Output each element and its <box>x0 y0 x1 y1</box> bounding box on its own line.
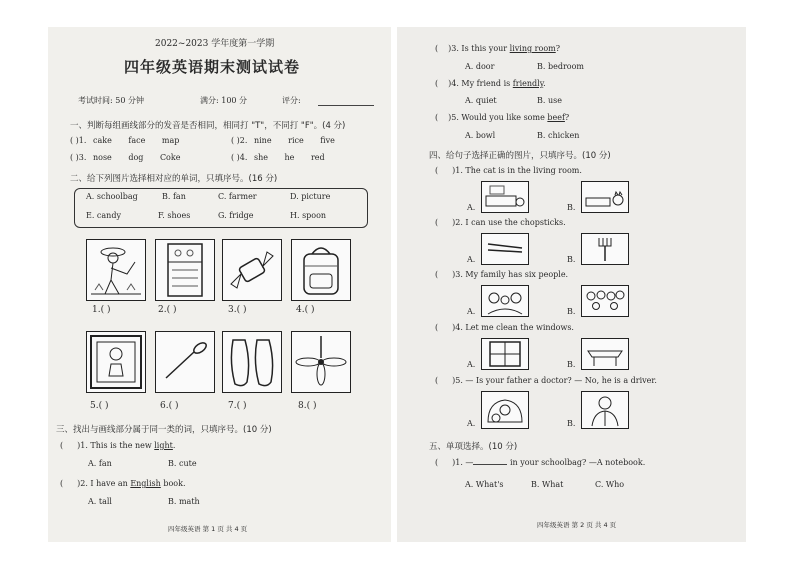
fan-picture <box>291 331 351 393</box>
family-small-picture <box>481 285 529 317</box>
option-e: E. candy <box>86 211 121 220</box>
s3-q1-b: B. cute <box>168 459 197 468</box>
exam-page-left <box>48 27 391 542</box>
farmer-picture <box>86 239 146 301</box>
page-footer-left: 四年级英语 第 1 页 共 4 页 <box>168 525 248 533</box>
exam-score: 满分: 100 分 <box>200 96 248 105</box>
s3-q5-b: B. chicken <box>537 131 580 140</box>
family-large-picture <box>581 285 629 317</box>
option-a: A. schoolbag <box>86 192 138 201</box>
s4-q4-a-label: A. <box>467 360 476 369</box>
option-b: B. fan <box>162 192 186 201</box>
shoes-picture <box>222 331 282 393</box>
s3-q3: ( )3. Is this your living room? <box>435 44 561 53</box>
option-f: F. shoes <box>158 211 191 220</box>
section-5-title: 五、单项选择。(10 分) <box>429 442 518 452</box>
section-4-title: 四、给句子选择正确的图片，只填序号。(10 分) <box>429 151 611 161</box>
s3-q1-a: A. fan <box>88 459 112 468</box>
pic-label-4: 4.( ) <box>296 305 315 315</box>
s4-q3-b-label: B. <box>567 307 576 316</box>
s3-q5: ( )5. Would you like some beef? <box>435 113 570 122</box>
exam-page-right <box>397 27 746 542</box>
s4-q1-a-label: A. <box>467 203 476 212</box>
option-g: G. fridge <box>218 211 254 220</box>
s3-q2: ( )2. I have an English book. <box>60 479 186 488</box>
driver-picture <box>481 391 529 429</box>
exam-time: 考试时间: 50 分钟 <box>78 96 144 105</box>
framed-picture <box>86 331 146 393</box>
s4-q4: ( )4. Let me clean the windows. <box>435 323 574 332</box>
s3-q2-a: A. tall <box>88 497 112 506</box>
grade-blank[interactable] <box>318 105 374 106</box>
chopsticks-picture <box>481 233 529 265</box>
s4-q5-a-label: A. <box>467 419 476 428</box>
pic-label-7: 7.( ) <box>228 401 247 411</box>
exam-title: 四年级英语期末测试试卷 <box>124 58 301 76</box>
s4-q5-b-label: B. <box>567 419 576 428</box>
s5-q1: ( )1. — in your schoolbag? —A notebook. <box>435 458 646 467</box>
s4-q1: ( )1. The cat is in the living room. <box>435 166 582 175</box>
pic-label-1: 1.( ) <box>92 305 111 315</box>
school-year: 2022~2023 学年度第一学期 <box>155 39 275 49</box>
s3-q1: ( )1. This is the new light. <box>60 441 176 450</box>
s3-q4: ( )4. My friend is friendly. <box>435 79 546 88</box>
s4-q3: ( )3. My family has six people. <box>435 270 569 279</box>
fridge-picture <box>155 239 215 301</box>
pic-label-8: 8.( ) <box>298 401 317 411</box>
s4-q3-a-label: A. <box>467 307 476 316</box>
living-room-picture <box>481 181 529 213</box>
pic-label-3: 3.( ) <box>228 305 247 315</box>
section-3-title: 三、找出与画线部分属于同一类的词，只填序号。(10 分) <box>56 425 272 435</box>
desk-picture <box>581 338 629 370</box>
s1-item-4: ( )4. she he red <box>231 153 325 162</box>
doctor-picture <box>581 391 629 429</box>
s4-q2-b-label: B. <box>567 255 576 264</box>
fork-picture <box>581 233 629 265</box>
option-c: C. farmer <box>218 192 257 201</box>
s4-q1-b-label: B. <box>567 203 576 212</box>
s3-q5-a: A. bowl <box>465 131 496 140</box>
s1-item-2: ( )2. nine rice five <box>231 136 335 145</box>
s3-q3-b: B. bedroom <box>537 62 584 71</box>
section-2-title: 二、给下列图片选择相对应的单词，只填序号。(16 分) <box>70 174 278 184</box>
pic-label-6: 6.( ) <box>160 401 179 411</box>
s4-q4-b-label: B. <box>567 360 576 369</box>
pic-label-5: 5.( ) <box>90 401 109 411</box>
s1-item-1: ( )1. cake face map <box>70 136 180 145</box>
s5-q1-a: A. What's <box>465 480 504 489</box>
window-picture <box>481 338 529 370</box>
s3-q3-a: A. door <box>465 62 495 71</box>
s3-q4-a: A. quiet <box>465 96 497 105</box>
section-1-title: 一、判断每组画线部分的发音是否相同，相同打 "T"，不同打 "F"。(4 分) <box>70 121 346 131</box>
schoolbag-picture <box>291 239 351 301</box>
cat-room-picture <box>581 181 629 213</box>
s4-q5: ( )5. — Is your father a doctor? — No, he is a driver. <box>435 376 657 385</box>
s5-q1-c: C. Who <box>595 480 625 489</box>
s3-q2-b: B. math <box>168 497 200 506</box>
s1-item-3: ( )3. nose dog Coke <box>70 153 181 162</box>
s4-q2-a-label: A. <box>467 255 476 264</box>
option-h: H. spoon <box>290 211 327 220</box>
option-d: D. picture <box>290 192 331 201</box>
page-footer-right: 四年级英语 第 2 页 共 4 页 <box>537 521 617 529</box>
s3-q4-b: B. use <box>537 96 562 105</box>
candy-picture <box>222 239 282 301</box>
grade-label: 评分: <box>282 96 301 105</box>
pic-label-2: 2.( ) <box>158 305 177 315</box>
s5-q1-b: B. What <box>531 480 564 489</box>
spoon-picture <box>155 331 215 393</box>
s4-q2: ( )2. I can use the chopsticks. <box>435 218 566 227</box>
